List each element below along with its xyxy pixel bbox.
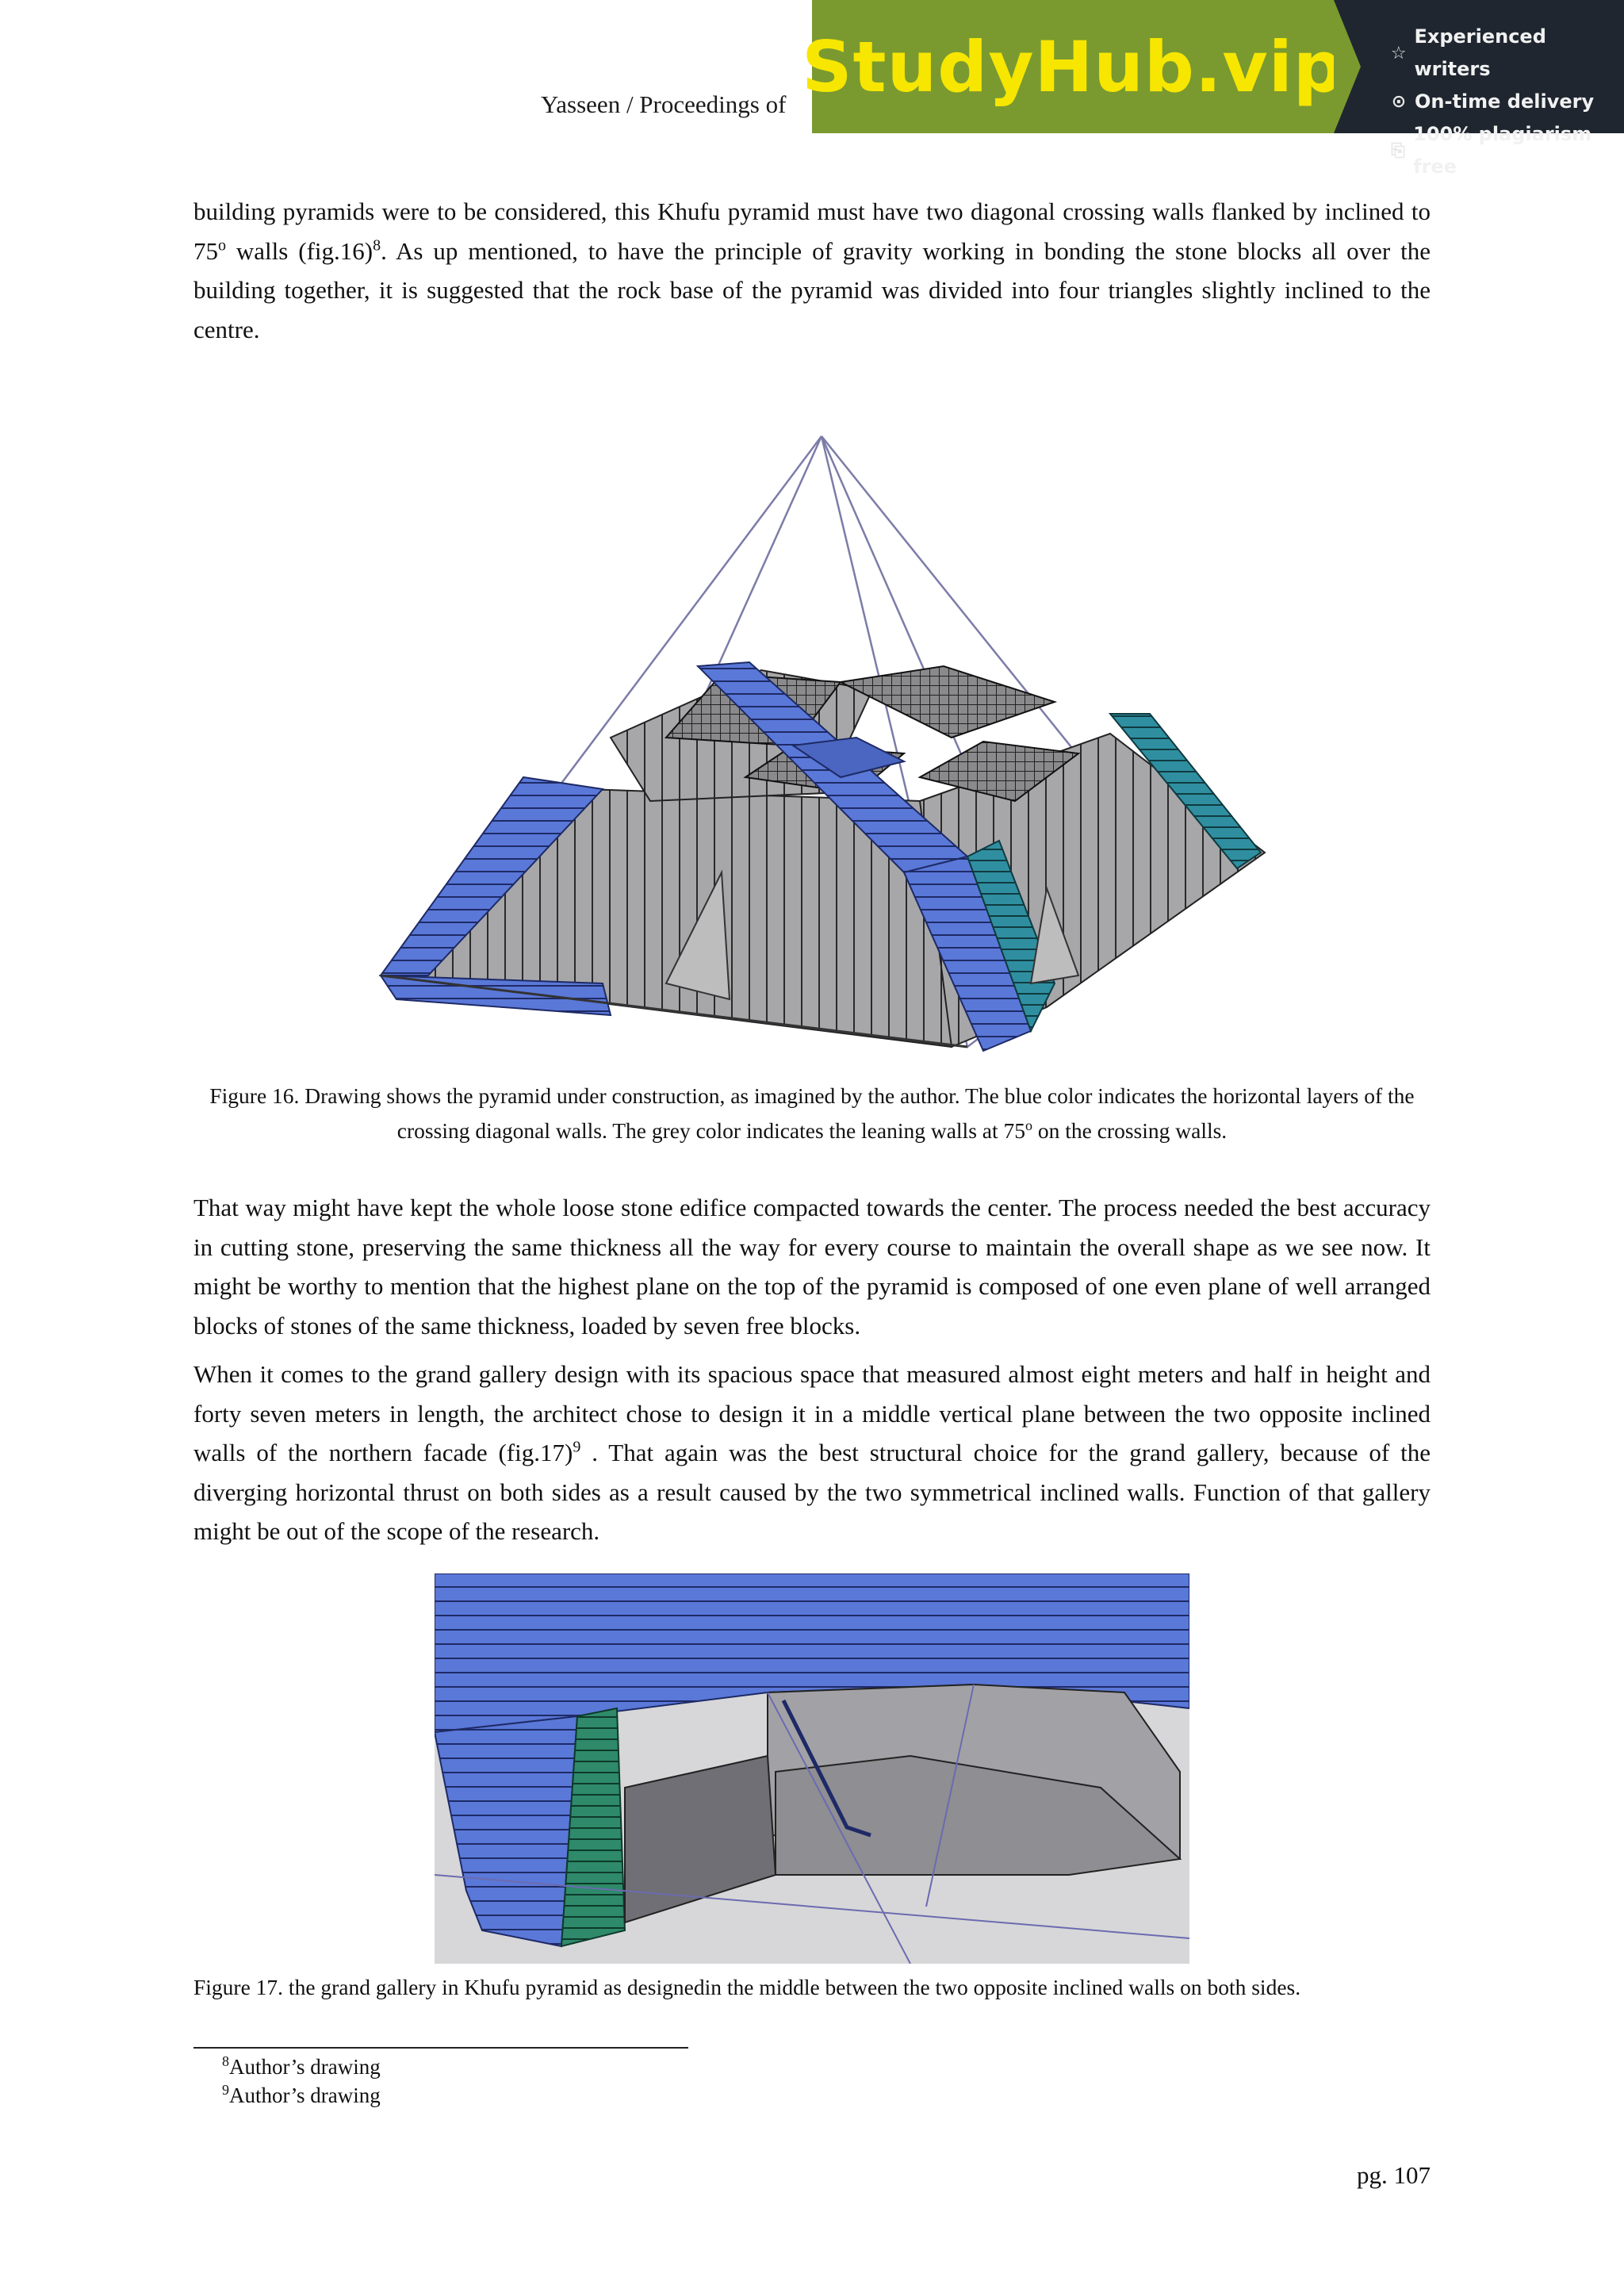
- caption-text: on the crossing walls.: [1032, 1118, 1228, 1143]
- banner-feature: [1389, 118, 1624, 183]
- banner-feature: [1389, 21, 1624, 86]
- footnote-text: Author’s drawing: [229, 2055, 381, 2079]
- clock-icon: ⊙: [1391, 92, 1407, 112]
- figure-17-grand-gallery-drawing: [435, 1573, 1189, 1964]
- paragraph-text: walls (fig.16): [226, 236, 373, 265]
- paragraph-text: When it comes to the grand gallery design with its spacious space that measured almost eight meters and half in height and forty seven meters in length, the architect chose to design it in a middle vertical plane between the two opposite inclined walls of the northern facade (fig.17): [193, 1360, 1431, 1466]
- degree-superscript: o: [1025, 1117, 1032, 1133]
- footnote-mark: 9: [222, 2082, 229, 2098]
- footnote-text: Author’s drawing: [229, 2083, 381, 2107]
- figure-16-pyramid-drawing: [349, 428, 1348, 1063]
- star-icon: ☆: [1390, 43, 1407, 63]
- banner-feature-label: 100% plagiarism free: [1413, 123, 1592, 178]
- banner-feature-list: [1334, 0, 1624, 178]
- footnote: [222, 2053, 381, 2081]
- banner-logo-text: StudyHub.vip: [802, 25, 1344, 108]
- banner-feature: [1389, 86, 1624, 118]
- body-paragraph: [193, 1355, 1431, 1551]
- paragraph-text: . That again was the best structural choice for the grand gallery, because of the diverging horizontal thrust on both sides as a result caused by the two symmetrical inclined walls. Function of that gallery might be out of the scope of the research.: [193, 1439, 1431, 1545]
- banner-feature-label: Experienced writers: [1414, 25, 1546, 80]
- banner-logo[interactable]: [802, 0, 1344, 133]
- ad-banner[interactable]: [802, 0, 1624, 178]
- copy-icon: ⎘: [1391, 140, 1405, 161]
- page-number: pg. 107: [1357, 2161, 1431, 2189]
- banner-feature-label: On-time delivery: [1415, 90, 1595, 113]
- caption-text: Figure 16. Drawing shows the pyramid under construction, as imagined by the author. The blue color indicates the horizontal layers of the crossing diagonal walls. The grey color indicates the leaning walls at 75: [209, 1083, 1415, 1143]
- running-head: Yasseen / Proceedings of: [541, 90, 787, 118]
- paragraph-text: building pyramids were to be considered, this Khufu pyramid must have two diagonal crossing walls flanked by inclined to 75: [193, 197, 1431, 265]
- footnote-ref[interactable]: 8: [373, 236, 381, 255]
- degree-superscript: o: [218, 236, 226, 255]
- footnote-mark: 8: [222, 2053, 229, 2069]
- figure-17-caption: Figure 17. the grand gallery in Khufu pyramid as designedin the middle between the two opposite inclined walls on both sides.: [193, 1975, 1301, 1999]
- footnote-rule: [193, 2047, 688, 2049]
- paragraph-text: . As up mentioned, to have the principle of gravity working in bonding the stone blocks all over the building together, it is suggested that the rock base of the pyramid was divided into four triangles slightly inclined to the centre.: [193, 236, 1431, 343]
- footnote: [222, 2081, 381, 2110]
- figure-16-caption: [193, 1079, 1431, 1148]
- body-paragraph: That way might have kept the whole loose stone edifice compacted towards the center. The process needed the best accuracy in cutting stone, preserving the same thickness all the way for every course to maintain the overall shape as we see now. It might be worthy to mention that the highest plane on the top of the pyramid is composed of one even plane of well arranged blocks of stones of the same thickness, loaded by seven free blocks.: [193, 1194, 1431, 1340]
- body-paragraph: [193, 192, 1431, 349]
- footnote-ref[interactable]: 9: [573, 1438, 581, 1456]
